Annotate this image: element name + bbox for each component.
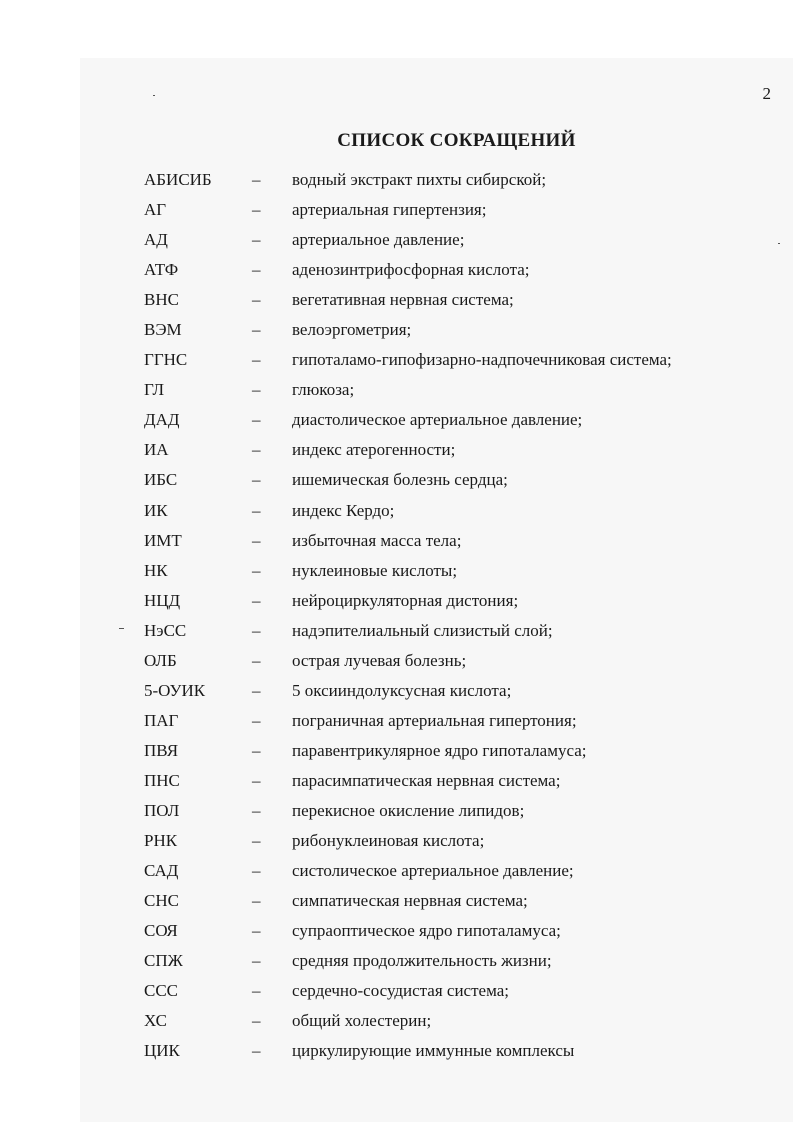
abbreviation-row <box>0 676 793 706</box>
abbreviation-row <box>0 285 793 315</box>
abbreviation-definition: ишемическая болезнь сердца; <box>292 470 508 490</box>
abbreviation-dash: – <box>252 380 261 400</box>
abbreviation-definition: циркулирующие иммунные комплексы <box>292 1041 575 1061</box>
abbreviation-dash: – <box>252 410 261 430</box>
abbreviation-definition: нуклеиновые кислоты; <box>292 560 458 580</box>
abbreviation-row <box>0 526 793 556</box>
abbreviation-definition: индекс атерогенности; <box>292 440 456 460</box>
abbreviation-definition: перекисное окисление липидов; <box>292 800 525 820</box>
abbreviation-dash: – <box>252 650 261 670</box>
abbreviation-definition: глюкоза; <box>292 380 355 400</box>
abbreviation-term: ПОЛ <box>144 800 180 820</box>
abbreviation-row <box>0 946 793 976</box>
abbreviation-row <box>0 465 793 495</box>
abbreviation-row <box>0 826 793 856</box>
abbreviation-row <box>0 976 793 1006</box>
abbreviation-definition: средняя продолжительность жизни; <box>292 951 552 971</box>
abbreviation-definition: супраоптическое ядро гипоталамуса; <box>292 921 561 941</box>
abbreviation-term: АД <box>144 230 168 250</box>
abbreviation-row <box>0 586 793 616</box>
abbreviation-row <box>0 405 793 435</box>
abbreviation-term: АГ <box>144 200 167 220</box>
abbreviation-definition: диастолическое артериальное давление; <box>292 410 583 430</box>
abbreviation-dash: – <box>252 770 261 790</box>
abbreviation-definition: острая лучевая болезнь; <box>292 650 467 670</box>
abbreviation-term: 5-ОУИК <box>144 680 206 700</box>
abbreviation-row <box>0 1036 793 1066</box>
abbreviation-list <box>0 165 793 1066</box>
abbreviation-dash: – <box>252 710 261 730</box>
abbreviation-definition: водный экстракт пихты сибирской; <box>292 170 547 189</box>
abbreviation-term: САД <box>144 861 179 881</box>
abbreviation-row <box>0 345 793 375</box>
abbreviation-dash: – <box>252 891 261 911</box>
abbreviation-row <box>0 886 793 916</box>
abbreviation-term: АБИСИБ <box>144 170 212 189</box>
abbreviation-row <box>0 315 793 345</box>
abbreviation-definition: общий холестерин; <box>292 1011 432 1031</box>
abbreviation-term: АТФ <box>144 260 179 280</box>
abbreviation-term: ХС <box>144 1011 167 1031</box>
abbreviation-term: ЦИК <box>144 1041 180 1061</box>
abbreviation-term: ПАГ <box>144 710 179 730</box>
abbreviation-dash: – <box>252 620 261 640</box>
abbreviation-definition: артериальное давление; <box>292 230 465 250</box>
abbreviation-term: ИК <box>144 500 168 520</box>
abbreviation-definition: парасимпатическая нервная система; <box>292 770 561 790</box>
abbreviation-dash: – <box>252 680 261 700</box>
abbreviation-definition: индекс Кердо; <box>292 500 395 520</box>
abbreviation-term: ИМТ <box>144 530 182 550</box>
abbreviation-dash: – <box>252 921 261 941</box>
abbreviation-dash: – <box>252 170 261 189</box>
abbreviation-term: СНС <box>144 891 179 911</box>
abbreviation-dash: – <box>252 1041 261 1061</box>
abbreviation-dash: – <box>252 290 261 310</box>
abbreviation-dash: – <box>252 440 261 460</box>
abbreviation-row <box>0 165 793 195</box>
abbreviation-dash: – <box>252 831 261 851</box>
abbreviation-term: НэСС <box>144 620 187 640</box>
abbreviation-row <box>0 616 793 646</box>
abbreviation-dash: – <box>252 470 261 490</box>
abbreviation-row <box>0 916 793 946</box>
abbreviation-row <box>0 1006 793 1036</box>
abbreviation-dash: – <box>252 981 261 1001</box>
abbreviation-term: ВНС <box>144 290 179 310</box>
abbreviation-term: ОЛБ <box>144 650 177 670</box>
abbreviation-row <box>0 556 793 586</box>
scan-speck <box>778 243 780 244</box>
abbreviation-definition: артериальная гипертензия; <box>292 200 487 220</box>
abbreviation-term: ДАД <box>144 410 180 430</box>
abbreviation-dash: – <box>252 230 261 250</box>
abbreviation-term: ССС <box>144 981 179 1001</box>
abbreviation-definition: гипоталамо-гипофизарно-надпочечниковая система; <box>292 350 672 370</box>
abbreviation-term: ИБС <box>144 470 178 490</box>
abbreviation-term: ГГНС <box>144 350 188 370</box>
abbreviation-term: РНК <box>144 831 178 851</box>
abbreviation-row <box>0 225 793 255</box>
abbreviation-row <box>0 496 793 526</box>
abbreviation-row <box>0 435 793 465</box>
abbreviation-dash: – <box>252 200 261 220</box>
abbreviation-definition: велоэргометрия; <box>292 320 412 340</box>
abbreviation-row <box>0 796 793 826</box>
abbreviation-term: ИА <box>144 440 169 460</box>
abbreviation-term: ГЛ <box>144 380 165 400</box>
abbreviation-term: ВЭМ <box>144 320 182 340</box>
abbreviation-definition: пограничная артериальная гипертония; <box>292 710 577 730</box>
abbreviation-term: ПНС <box>144 770 180 790</box>
abbreviation-dash: – <box>252 560 261 580</box>
abbreviation-definition: рибонуклеиновая кислота; <box>292 831 485 851</box>
abbreviation-term: ПВЯ <box>144 740 179 760</box>
abbreviation-definition: сердечно-сосудистая система; <box>292 981 509 1001</box>
abbreviation-row <box>0 195 793 225</box>
abbreviation-row <box>0 856 793 886</box>
abbreviation-term: НК <box>144 560 168 580</box>
abbreviation-term: СОЯ <box>144 921 178 941</box>
abbreviation-dash: – <box>252 590 261 610</box>
scan-speck <box>119 628 124 629</box>
abbreviation-dash: – <box>252 350 261 370</box>
abbreviation-definition: аденозинтрифосфорная кислота; <box>292 260 530 280</box>
abbreviation-row <box>0 375 793 405</box>
abbreviation-dash: – <box>252 320 261 340</box>
abbreviation-definition: 5 оксииндолуксусная кислота; <box>292 680 512 700</box>
abbreviation-row <box>0 255 793 285</box>
abbreviation-dash: – <box>252 740 261 760</box>
abbreviation-definition: паравентрикулярное ядро гипоталамуса; <box>292 740 587 760</box>
scan-speck <box>153 95 155 96</box>
abbreviation-definition: избыточная масса тела; <box>292 530 462 550</box>
abbreviation-row <box>0 646 793 676</box>
abbreviation-dash: – <box>252 260 261 280</box>
abbreviation-term: СПЖ <box>144 951 183 971</box>
page-title: СПИСОК СОКРАЩЕНИЙ <box>337 130 576 151</box>
page-number: 2 <box>762 84 771 103</box>
abbreviation-row <box>0 766 793 796</box>
abbreviation-definition: нейроциркуляторная дистония; <box>292 590 519 610</box>
abbreviation-row <box>0 736 793 766</box>
abbreviation-definition: вегетативная нервная система; <box>292 290 514 310</box>
abbreviation-term: НЦД <box>144 590 181 610</box>
abbreviation-dash: – <box>252 1011 261 1031</box>
abbreviation-dash: – <box>252 951 261 971</box>
abbreviation-dash: – <box>252 800 261 820</box>
abbreviation-definition: симпатическая нервная система; <box>292 891 528 911</box>
abbreviation-dash: – <box>252 530 261 550</box>
abbreviation-definition: систолическое артериальное давление; <box>292 861 574 881</box>
abbreviation-dash: – <box>252 861 261 881</box>
abbreviation-dash: – <box>252 500 261 520</box>
abbreviation-row <box>0 706 793 736</box>
abbreviation-definition: надэпителиальный слизистый слой; <box>292 620 553 640</box>
